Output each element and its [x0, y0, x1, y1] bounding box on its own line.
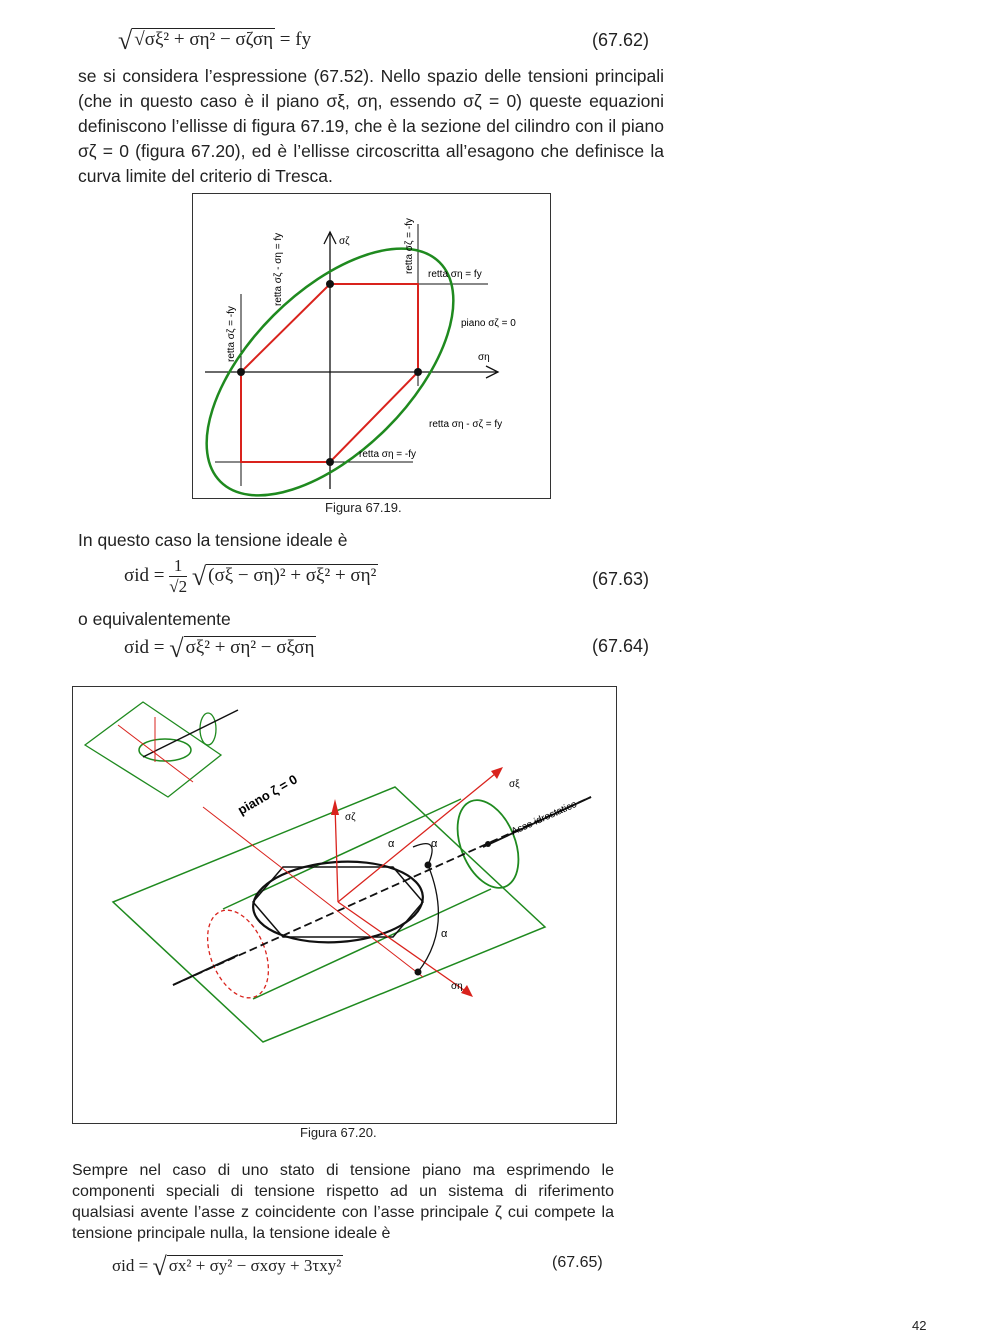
angle-dot: [415, 969, 422, 976]
equation-67-64: σid = √ σξ² + ση² − σξση: [124, 634, 315, 663]
inset-plane: [85, 702, 221, 797]
von-mises-ellipse: [193, 206, 496, 498]
figure-67-19: [192, 193, 551, 499]
hydrostatic-axis-solid: [173, 955, 238, 985]
figure-67-20-caption: Figura 67.20.: [300, 1125, 377, 1140]
eq-67-63-frac-num: 1: [169, 556, 187, 577]
eq-67-63-lhs: σid =: [124, 564, 165, 586]
eq-67-62-number: (67.62): [592, 30, 650, 50]
angle-dot: [425, 862, 432, 869]
equation-67-65: σid = √ σx² + σy² − σxσy + 3τxy²: [112, 1252, 342, 1281]
eq-67-63-number: (67.63): [592, 569, 650, 589]
label-retta-sz-neg-fy: retta σζ = -fy: [226, 306, 237, 362]
paragraph-2: In questo caso la tensione ideale è: [78, 530, 348, 550]
figure-67-20-svg: [73, 687, 616, 1123]
inset-cylinder-end: [200, 713, 216, 745]
label-piano-zeta: piano ζ = 0: [235, 771, 300, 818]
figure-67-20: [72, 686, 617, 1124]
label-piano: piano σζ = 0: [461, 318, 516, 329]
vertex-dot: [237, 368, 245, 376]
axis-sigma-eta-arrow: [461, 985, 473, 997]
eq-67-62-lhs: √σξ² + ση² − σζση: [134, 29, 274, 50]
figure-67-19-caption: Figura 67.19.: [325, 500, 402, 515]
eq-67-65-lhs: σid =: [112, 1256, 149, 1275]
label-asse-idrostatico: Asse idrostatico: [509, 798, 579, 838]
label-retta-seta-fy: retta ση = fy: [428, 269, 482, 280]
label-alpha-2: α: [431, 838, 438, 850]
paragraph-1: se si considera l’espressione (67.52). Nello spazio delle tensioni principali (che in questo caso è il piano σξ, ση, essendo σζ = 0) queste equazioni definiscono l’ellisse di figura 67.19, che è la sezione del cilindro con il piano σζ = 0 (figura 67.20), ed è l’ellisse circoscritta all’esagono che definisce la curva limite del criterio di Tresca.: [78, 66, 664, 186]
equation-67-62: √ √σξ² + ση² − σζση = fy: [118, 26, 312, 55]
label-retta-sz-fy: retta σζ = -fy: [404, 218, 415, 274]
label-alpha-3: α: [441, 928, 448, 940]
vertex-dot: [414, 368, 422, 376]
axis-dot: [485, 841, 491, 847]
axis-sigma-zeta: [335, 805, 338, 902]
axis-sigma-xi: [338, 769, 501, 902]
figure-67-19-svg: [193, 194, 550, 498]
axis-sigma-xi-arrow: [491, 767, 503, 779]
paragraph-4: Sempre nel caso di uno stato di tensione piano ma esprimendo le componenti speciali di tensione rispetto ad un sistema di riferimento qualsiasi avente l’asse z coincidente con l’asse principale ζ cui compete la tensione principale nulla, la tensione ideale è: [72, 1162, 614, 1242]
vertex-dot: [326, 280, 334, 288]
eq-67-63-frac-den: √2: [169, 577, 188, 596]
label-sigma-zeta: σζ: [345, 812, 356, 823]
page-number: 42: [912, 1318, 927, 1333]
eq-67-65-number: (67.65): [552, 1254, 603, 1271]
label-sigma-eta: ση: [451, 981, 463, 992]
label-retta-seta-minus-sz: retta ση - σζ = fy: [429, 419, 503, 430]
eq-67-63-radicand: (σξ − ση)² + σξ² + ση²: [208, 564, 377, 586]
eq-67-62-rhs: = fy: [279, 29, 312, 50]
eq-67-65-radicand: σx² + σy² − σxσy + 3τxy²: [168, 1256, 342, 1275]
eq-67-64-number: (67.64): [592, 636, 650, 656]
label-alpha-1: α: [388, 838, 395, 850]
axis-sigma-zeta-arrow: [331, 799, 339, 815]
eq-67-63-fraction: [169, 556, 187, 597]
vertex-dot: [326, 458, 334, 466]
eq-67-64-radicand: σξ² + ση² − σξση: [185, 637, 315, 658]
label-sigma-eta: ση: [478, 352, 490, 363]
paragraph-3: o equivalentemente: [78, 609, 231, 629]
label-retta-sz-minus-seta: retta σζ - ση = fy: [273, 232, 284, 306]
equation-67-63: σid = $\frac{1}{√2}$ √ (σξ − ση)² + σξ² + ση²: [124, 556, 377, 596]
label-retta-seta-neg-fy: retta ση = -fy: [359, 449, 417, 460]
label-sigma-xi: σξ: [509, 779, 520, 790]
label-sigma-zeta: σζ: [339, 236, 350, 247]
eq-67-64-lhs: σid =: [124, 637, 165, 658]
inset-ellipse: [139, 739, 191, 761]
